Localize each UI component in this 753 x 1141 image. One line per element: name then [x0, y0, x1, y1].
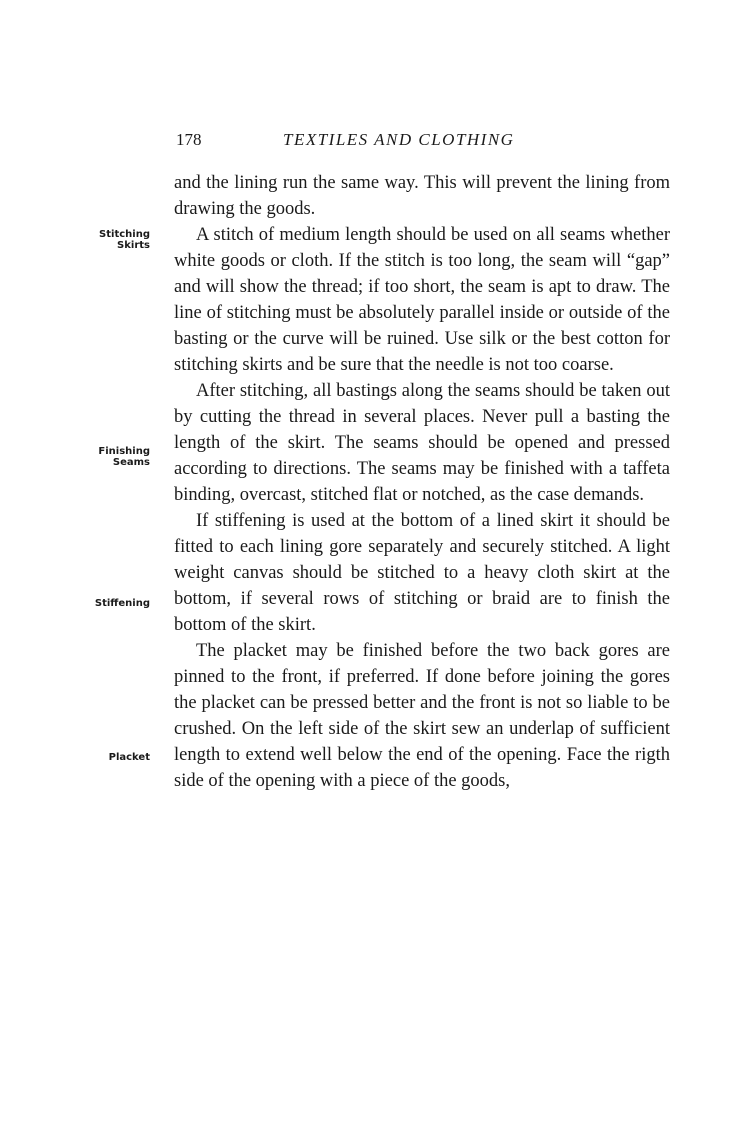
margin-note-line: Skirts [117, 240, 150, 251]
running-title: TEXTILES AND CLOTHING [283, 130, 515, 149]
margin-note-line: Placket [108, 752, 150, 763]
paragraph-stitching-skirts: A stitch of medium length should be used on all seams whether white goods or cloth. If the stitch is too long, the seam will “gap” and will show the thread; if too short, the seam is apt to draw. The line of stitching must be absolutely parallel inside or outside of the basting or the curve will be ruined. Use silk or the best cotton for stitching skirts and be sure that the needle is not too coarse. [174, 225, 670, 375]
body-text [174, 170, 670, 794]
page-number: 178 [176, 130, 202, 149]
margin-note-line: Stiffening [94, 598, 150, 609]
paragraph-continued: and the lining run the same way. This will prevent the lining from drawing the goods. [174, 173, 670, 219]
margin-note-finishing-seams [76, 446, 150, 468]
paragraph-stiffening: If stiffening is used at the bottom of a lined skirt it should be fitted to each lining gore separately and securely stitched. A light weight canvas should be stitched to a heavy cloth skirt at the bottom, if several rows of stitching or braid are to finish the bottom of the skirt. [174, 511, 670, 635]
paragraph-finishing-seams: After stitching, all bastings along the seams should be taken out by cutting the thread in several places. Never pull a basting the length of the skirt. The seams should be opened and pressed according to directions. The seams may be finished with a taffeta binding, overcast, stitched flat or notched, as the case demands. [174, 381, 670, 505]
margin-note-line: Seams [112, 457, 150, 468]
margin-note-line: Finishing [98, 446, 150, 457]
page-header [176, 130, 666, 156]
margin-note-placket [76, 752, 150, 763]
margin-note-stiffening [76, 598, 150, 609]
margin-note-line: Stitching [99, 229, 150, 240]
margin-note-stitching-skirts [76, 229, 150, 251]
paragraph-placket: The placket may be finished before the two back gores are pinned to the front, if preferred. If done before joining the gores the placket can be pressed better and the front is not so liable to be crushed. On the left side of the skirt sew an underlap of sufficient length to extend well below the end of the opening. Face the rigth side of the opening with a piece of the goods, [174, 641, 670, 791]
